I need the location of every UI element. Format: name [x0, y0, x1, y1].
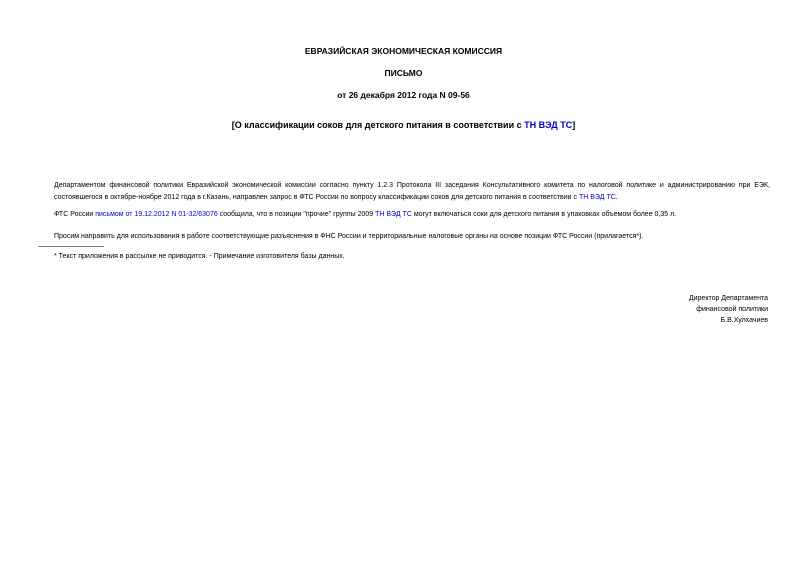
signatory-department: финансовой политики — [696, 306, 768, 313]
signature-block — [689, 293, 768, 326]
paragraph-fts-response — [38, 209, 770, 221]
paragraph-request-distribution: Просим направить для использования в работе соответствующие разъяснения в ФНС России и территориальные налоговые органы на основе позиции ФТС России (прилагается*). — [54, 233, 644, 240]
paragraph-request-line2 — [38, 192, 770, 204]
document-type: ПИСЬМО — [384, 68, 423, 78]
paragraph-request-tnved-link[interactable]: ТН ВЭД ТС — [578, 193, 616, 201]
paragraph-fts-text-post: могут включаться соки для детского питания в упаковках объемом более 0,35 л. — [411, 211, 677, 218]
footnote-separator — [38, 246, 104, 247]
paragraph-request — [38, 180, 770, 203]
document-title — [0, 120, 807, 131]
fts-letter-link[interactable]: письмом от 19.12.2012 N 01-32/63076 — [95, 211, 218, 218]
title-text-close: ] — [572, 120, 576, 130]
signatory-name: Б.В.Хулхачиев — [720, 317, 768, 324]
footnote: * Текст приложения в рассылке не приводится. - Примечание изготовителя базы данных. — [54, 253, 345, 260]
title-text-open: [О классификации соков для детского питания в соответствии с — [231, 120, 525, 130]
issuing-organization: ЕВРАЗИЙСКАЯ ЭКОНОМИЧЕСКАЯ КОМИССИЯ — [304, 46, 503, 56]
paragraph-fts-tnved-link[interactable]: ТН ВЭД ТС — [375, 211, 412, 218]
paragraph-request-line1: Департаментом финансовой политики Евразийской экономической комиссии согласно пункту 1.2.3 Протокола III заседания Консультативного комитета по налоговой политике и администрированию при ЕЭК, — [54, 182, 770, 189]
paragraph-fts-text-pre: ФТС России — [54, 211, 96, 218]
paragraph-fts-text-mid: сообщила, что в позиции "прочие" группы 2009 — [217, 211, 376, 218]
signatory-position: Директор Департамента — [688, 295, 768, 302]
document-date-number: от 26 декабря 2012 года N 09-56 — [337, 90, 470, 100]
title-tnved-link[interactable]: ТН ВЭД ТС — [524, 120, 573, 130]
paragraph-request-text: состоявшегося в октябре-ноябре 2012 года в г.Казань, направлен запрос в ФТС России по вопросу классификации соков для детского питания в соответствии с — [54, 193, 579, 201]
paragraph-request-end: . — [615, 193, 618, 201]
